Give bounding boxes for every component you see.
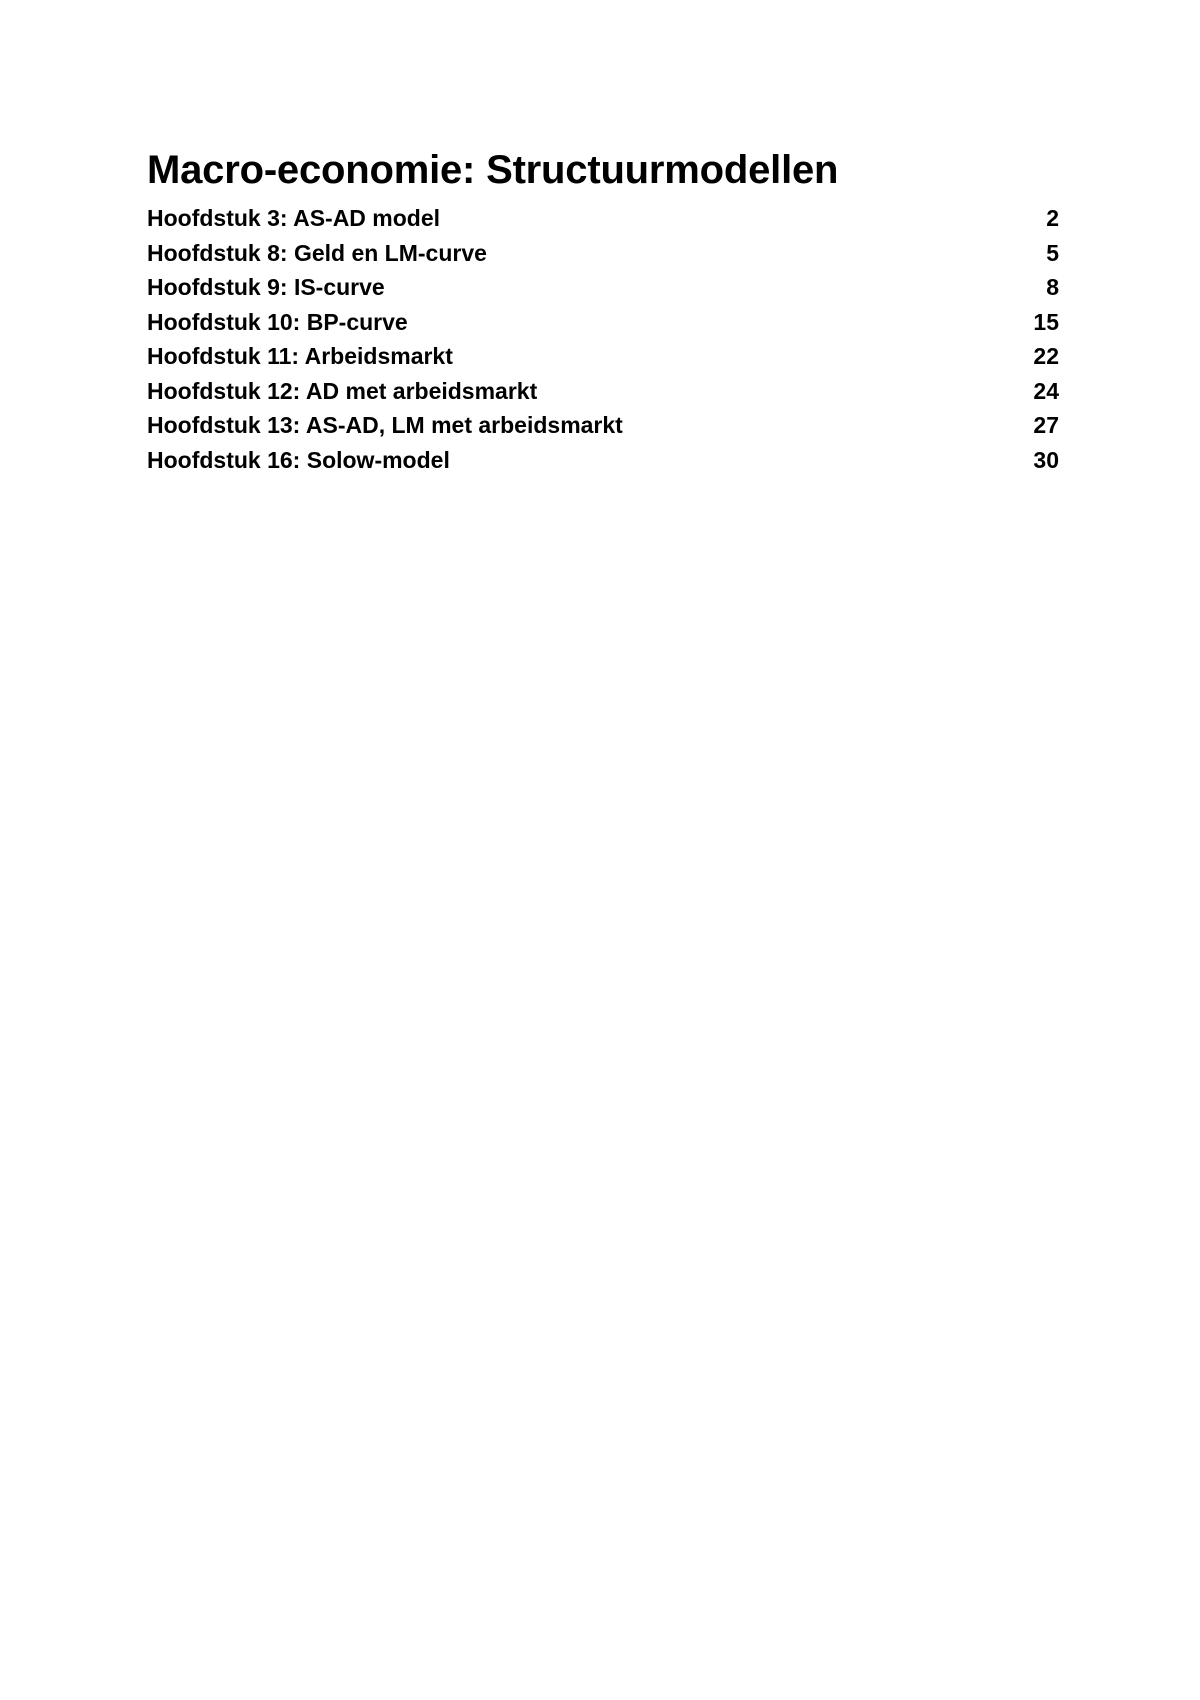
- toc-entry-label: Hoofdstuk 8: Geld en LM-curve: [147, 239, 487, 266]
- toc-entry-page: 27: [1033, 412, 1059, 438]
- toc-entry[interactable]: [147, 408, 1059, 443]
- toc-entry[interactable]: [147, 339, 1059, 374]
- toc-entry-label: Hoofdstuk 12: AD met arbeidsmarkt: [147, 377, 538, 404]
- toc-entry-page: 30: [1033, 446, 1059, 473]
- toc-entry-page: 22: [1033, 343, 1059, 369]
- toc-entry-page: 5: [1046, 239, 1059, 266]
- toc-entry-page: 8: [1046, 274, 1059, 300]
- toc-entry-label: Hoofdstuk 13: AS-AD, LM met arbeidsmarkt: [147, 412, 623, 438]
- toc-entry[interactable]: [147, 443, 1059, 478]
- toc-entry[interactable]: [147, 374, 1059, 409]
- toc-entry[interactable]: [147, 270, 1059, 305]
- toc-entry-label: Hoofdstuk 3: AS-AD model: [147, 205, 441, 231]
- toc-entry-label: Hoofdstuk 16: Solow-model: [147, 446, 450, 473]
- toc-entry[interactable]: [147, 236, 1059, 271]
- toc-entry-label: Hoofdstuk 11: Arbeidsmarkt: [147, 343, 453, 369]
- toc-entry[interactable]: [147, 201, 1059, 236]
- toc-entry-label: Hoofdstuk 10: BP-curve: [147, 308, 408, 335]
- table-of-contents: [147, 201, 1059, 477]
- toc-entry-page: 2: [1046, 205, 1059, 231]
- document-title: Macro-economie: Structuurmodellen: [147, 148, 839, 192]
- toc-entry[interactable]: [147, 305, 1059, 340]
- toc-entry-page: 24: [1033, 377, 1059, 404]
- toc-entry-label: Hoofdstuk 9: IS-curve: [147, 274, 385, 300]
- toc-entry-page: 15: [1033, 308, 1059, 335]
